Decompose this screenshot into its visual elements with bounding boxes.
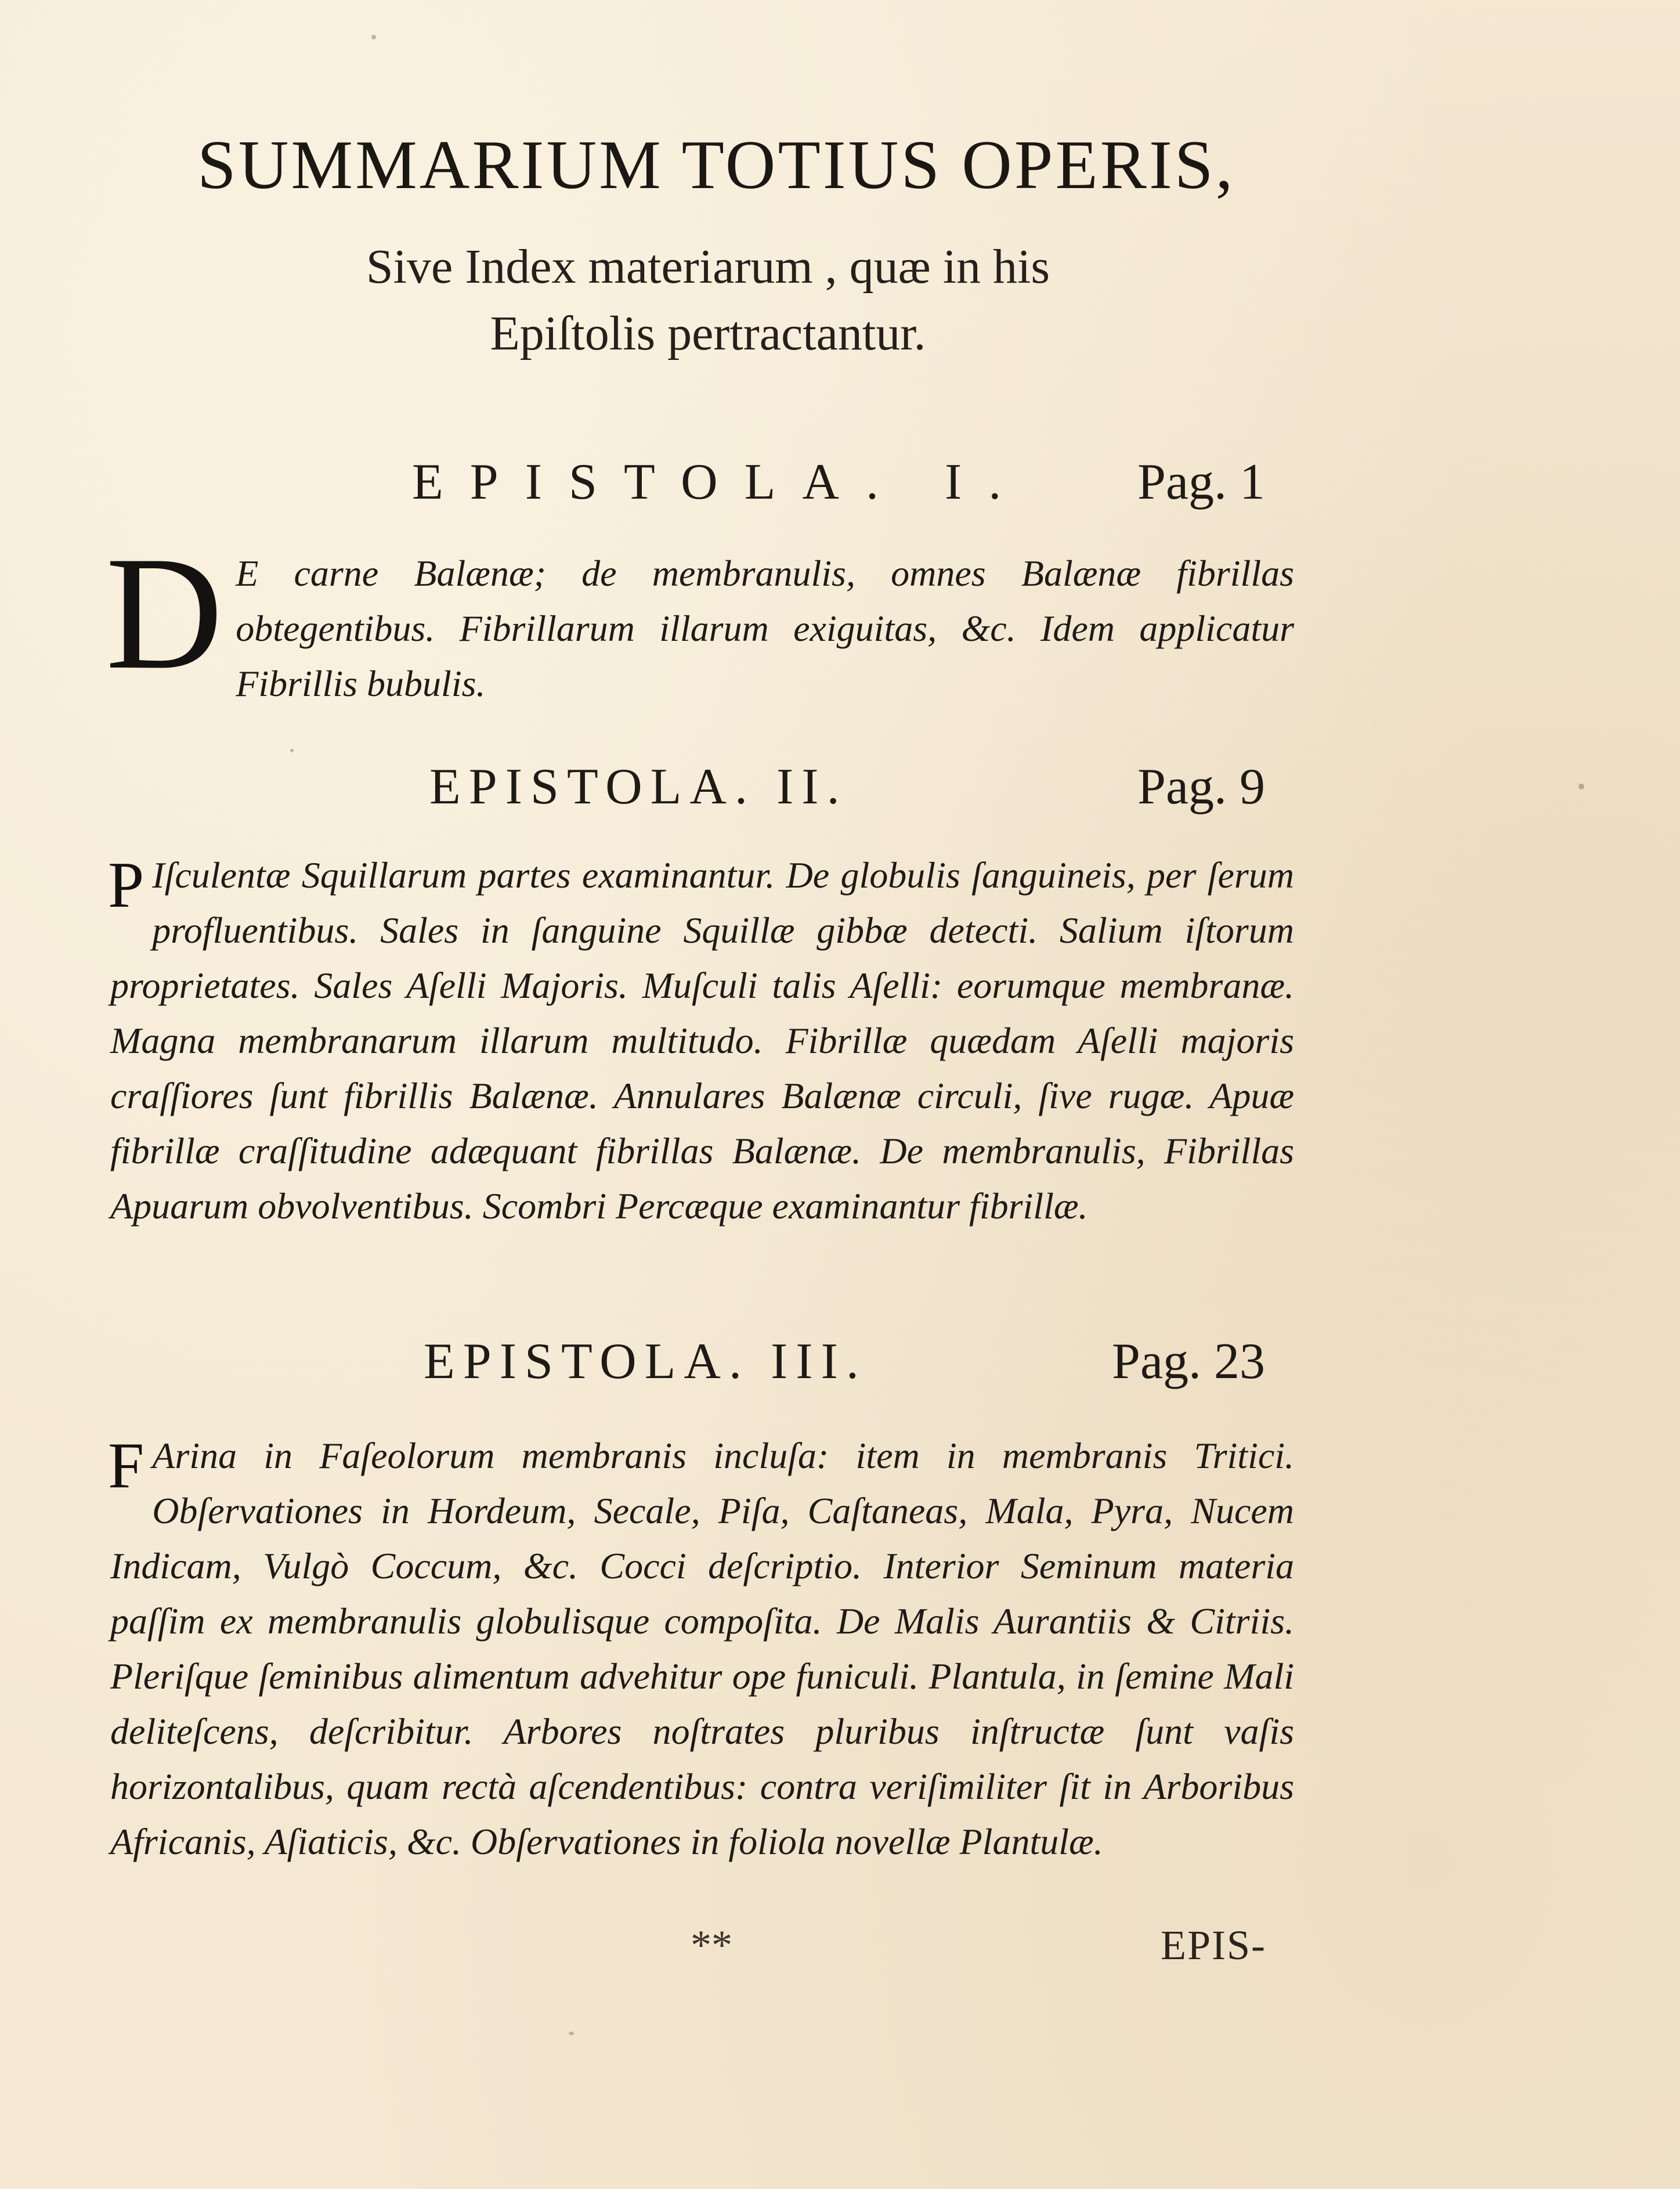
epistola-2-page-ref: Pag. 9 (1137, 759, 1265, 815)
epistola-3-text: Arina in Faſeolorum membranis incluſa: item in membranis Tritici. Obſervationes in Hordeum, Secale, Piſa, Caſtaneas, Mala, Pyra, Nucem Indicam, Vulgò Coccum, &c. Cocci deſcriptio. Interior Seminum materia paſſim ex membranulis globulisque compoſita. De Malis Aurantiis & Citriis. Pleriſque ſeminibus alimentum advehitur ope funiculi. Plantula, in ſemine Mali deliteſcens, deſcribitur. Arbores noſtrates pluribus inſtructæ ſunt vaſis horizontalibus, quam rectà aſcendentibus: contra veriſimiliter ſit in Arboribus Africanis, Aſiaticis, &c. Obſervationes in foliola novellæ Plantulæ. (110, 1435, 1294, 1862)
epistola-3-heading (424, 1332, 1265, 1396)
subtitle-line-1: Sive Index materiarum , quæ in his (366, 240, 1050, 294)
epistola-1-summary (106, 522, 1294, 711)
signature-mark: ** (691, 1922, 732, 1968)
page-title: SUMMARIUM TOTIUS OPERIS, (197, 126, 1235, 203)
epistola-2-text: Iſculentæ Squillarum partes examinantur. De globulis ſanguineis, per ſerum profluentibus. Sales in ſanguine Squillæ gibbæ detecti. Salium iſtorum proprietates. Sales Aſelli Majoris. Muſculi talis Aſelli: eorumque membranæ. Magna membranarum illarum multitudo. Fibrillæ quædam Aſelli majoris craſſiores ſunt fibrillis Balænæ. Annulares Balænæ circuli, ſive rugæ. Apuæ fibrillæ craſſitudine adæquant fibrillas Balænæ. De membranulis, Fibrillas Apuarum obvolventibus. Scombri Percæque examinantur fibrillæ. (110, 854, 1294, 1227)
epistola-2-summary (110, 848, 1294, 1234)
paper-speck (290, 749, 294, 752)
paper-speck (569, 2032, 574, 2035)
epistola-1-dropcap: D (106, 522, 223, 703)
epistola-3-summary (110, 1428, 1294, 1869)
paper-speck (1578, 784, 1584, 789)
epistola-1-page-ref: Pag. 1 (1137, 454, 1265, 510)
epistola-1-heading (406, 453, 1265, 517)
epistola-3-dropcap: F (108, 1430, 144, 1502)
catchword: EPIS- (1161, 1922, 1267, 1968)
paper-speck (371, 35, 376, 39)
epistola-2-label: EPISTOLA. II. (429, 759, 848, 815)
epistola-3-label: EPISTOLA. III. (424, 1333, 867, 1390)
epistola-1-text: E carne Balænæ; de membranulis, omnes Balænæ fibrillas obtegentibus. Fibrillarum illarum exiguitas, &c. Idem applicatur Fibrillis bubulis. (236, 553, 1294, 704)
subtitle-line-2: Epiſtolis pertractantur. (490, 306, 926, 360)
epistola-2-heading (429, 758, 1265, 821)
epistola-2-dropcap: P (108, 849, 144, 921)
epistola-1-label: EPISTOLA. I. (412, 454, 1028, 510)
epistola-3-page-ref: Pag. 23 (1112, 1333, 1265, 1390)
